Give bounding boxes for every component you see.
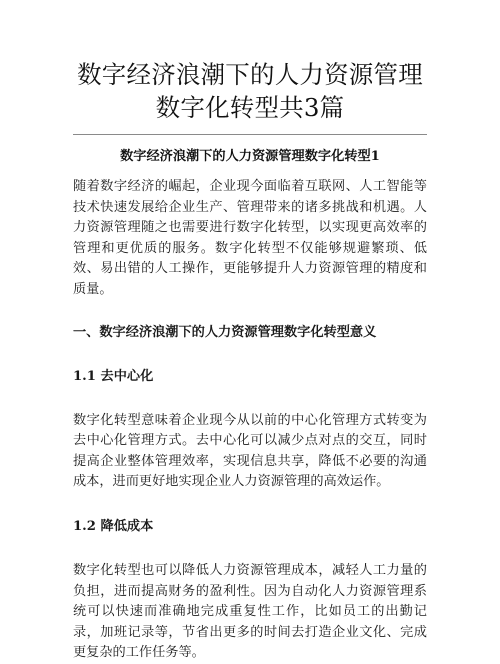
paragraph-cost-reduction: 数字化转型也可以降低人力资源管理成本，减轻人工力量的负担，进而提高财务的盈利性。因为自动化人力资源管理系统可以快速而准确地完成重复性工作，比如员工的出勤记录，加班记录等，节省出更多的时间去打造企业文化、完成更复杂的工作任务等。 [73,562,427,661]
document-title: 数字经济浪潮下的人力资源管理数字化转型共3篇 [77,60,423,122]
subsection-heading-cost-reduction: 1.2 降低成本 [73,518,154,534]
title-divider [73,134,427,135]
section-heading: 数字经济浪潮下的人力资源管理数字化转型1 [120,149,380,164]
intro-paragraph: 随着数字经济的崛起，企业现今面临着互联网、人工智能等技术快速发展给企业生产、管理带来的诸多挑战和机遇。人力资源管理随之也需要进行数字化转型，以实现更高效率的管理和更优质的服务。数字化转型不仅能够规避繁琐、低效、易出错的人工操作，更能够提升人力资源管理的精度和质量。 [73,179,427,297]
heading-significance: 一、数字经济浪潮下的人力资源管理数字化转型意义 [73,324,377,340]
paragraph-decentralization: 数字化转型意味着企业现今从以前的中心化管理方式转变为去中心化管理方式。去中心化可以减少点对点的交互，同时提高企业整体管理效率，实现信息共享，降低不必要的沟通成本，进而更好地实现企业人力资源管理的高效运作。 [73,412,427,490]
subsection-heading-decentralization: 1.1 去中心化 [73,368,154,384]
